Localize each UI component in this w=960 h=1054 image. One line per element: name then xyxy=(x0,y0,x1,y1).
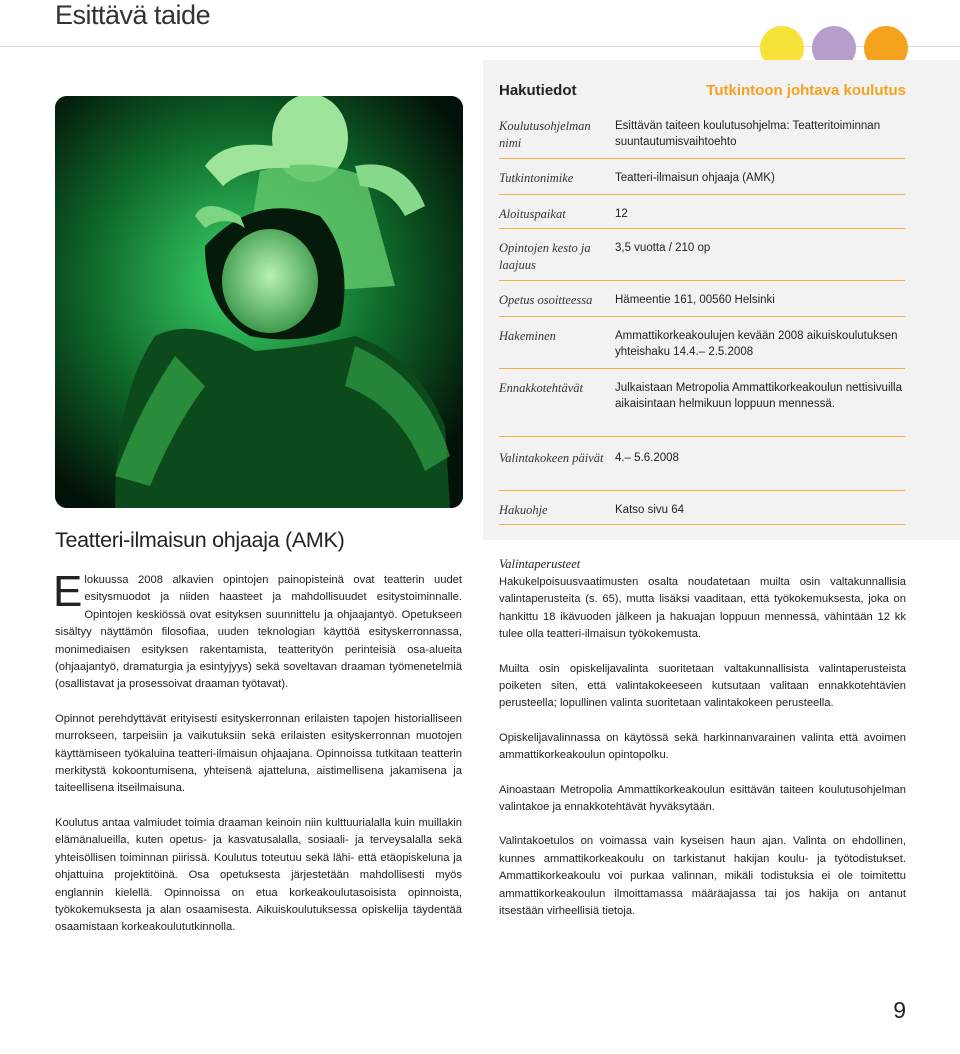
info-row-programme xyxy=(499,118,905,159)
info-row-exam-dates xyxy=(499,450,905,491)
article-paragraph-3: Koulutus antaa valmiudet toimia draaman keinoin niin kulttuurialalla kuin muillakin elämänalueilla, kuten opetus- ja kasvatusalalla, sosiaali- ja terveysalalla sekä yhteisöllisen toiminnan piirissä. Koulutus toteutuu sekä lähi- että etäopiskeluna ja ohjattuina projektitöinä. Osa opetuksesta järjestetään mahdollisesti myös englannin kielellä. Opinnoissa on etua korkeakoulutasoisista opinnoista, työkokemuksesta ja alan osaamisesta. Aikuiskoulutuksessa opiskelija täydentää osaamistaan korkeakoulututkinnolla. xyxy=(55,816,462,934)
info-value: 3,5 vuotta / 210 op xyxy=(615,242,711,254)
paragraph-text: lokuussa 2008 alkavien opintojen painopisteinä ovat teatterin uudet esitysmuodot ja niiden haasteet ja mahdollisuudet esitystoiminnalle. Opintojen keskiössä ovat esityksen suunnittelu ja ohjaajantyö. Opetukseen sisältyy näyttämön filosofiaa, uuden teknologian käyttöä esityskerronnassa, monimediaisen esityksen rakentamista, teatterityön perinteisiä osa-alueita (ohjaajantyö, dramaturgia ja esintyjyys) sekä soveltavan draaman työmenetelmiä (osallistavat ja prosessoivat draaman työtavat). xyxy=(55,574,462,691)
info-value: Julkaistaan Metropolia Ammattikorkeakoulun nettisivuilla aikaisintaan helmikuun loppuun mennessä. xyxy=(615,382,903,410)
info-value: Esittävän taiteen koulutusohjelma: Teatteritoiminnan suuntautumisvaihtoehto xyxy=(615,120,881,148)
article-paragraph-2: Opinnot perehdyttävät erityisesti esityskerronnan erilaisten tapojen historialliseen murrokseen, tarpeisiin ja vaikutuksiin sekä erilaisten esityskerronnan muotojen käyttämiseen työkaluina teatteri-ilmaisun ohjaajana. Opinnoissa tutkitaan teatterin merkitystä kokoontumisena, yhteisenä ajatteluna, aistimellisena jakamisena ja taiteellisena itseilmaisuna. xyxy=(55,712,462,795)
info-label: Ennakkotehtävät xyxy=(499,381,583,395)
info-value: Hämeentie 161, 00560 Helsinki xyxy=(615,294,775,306)
info-value: 12 xyxy=(615,208,628,220)
info-label: Koulutusohjelman nimi xyxy=(499,119,591,150)
drop-cap: E xyxy=(53,567,83,616)
criteria-paragraph-3: Opiskelijavalinnassa on käytössä sekä harkinnanvarainen valinta että avoimen ammattikorkeakoulun opintopolku. xyxy=(499,731,906,762)
info-label: Hakeminen xyxy=(499,329,556,343)
info-label: Opintojen kesto ja laajuus xyxy=(499,241,591,272)
panel-title: Hakutiedot xyxy=(499,82,577,99)
photo-illustration xyxy=(55,96,463,508)
info-row-application xyxy=(499,328,905,369)
panel-header xyxy=(499,82,906,106)
info-row-duration xyxy=(499,240,905,281)
performance-photo xyxy=(55,96,463,508)
info-value: 4.– 5.6.2008 xyxy=(615,452,679,464)
info-label: Aloituspaikat xyxy=(499,207,566,221)
info-value: Ammattikorkeakoulujen kevään 2008 aikuiskoulutuksen yhteishaku 14.4.– 2.5.2008 xyxy=(615,330,898,358)
selection-criteria xyxy=(499,556,906,938)
criteria-paragraph-5: Valintakoetulos on voimassa vain kyseisen haun ajan. Valinta on ehdollinen, kunnes ammattikorkeakoulu on tarkistanut hakijan koulu- ja työtodistukset. Ammattikorkeakoulu voi purkaa valinnan, mikäli todistuksia ei ole toimitettu ammattikorkeakoulun ilmoittamassa määräajassa tai jos hakija on antanut itsestään virheellisiä tietoja. xyxy=(499,835,906,918)
criteria-paragraph-2: Muilta osin opiskelijavalinta suoritetaan valtakunnallisista valintaperusteista poiketen siten, että valintakokeeseen kutsutaan valitaan ennakkotehtävien perusteella; lopullinen valinta suoritetaan valintakokeen perusteella. xyxy=(499,662,906,710)
page-number: 9 xyxy=(893,997,906,1023)
criteria-label: Valintaperusteet xyxy=(499,557,581,571)
page-section-title: Esittävä taide xyxy=(55,0,211,30)
article-paragraph-1 xyxy=(53,567,462,694)
criteria-paragraph-4: Ainoastaan Metropolia Ammattikorkeakoulun esittävän taiteen koulutusohjelman valintakoe ja ennakkotehtävät hyväksytään. xyxy=(499,783,906,814)
info-label: Hakuohje xyxy=(499,503,548,517)
info-row-preassignments xyxy=(499,380,905,437)
info-row-degree xyxy=(499,170,905,195)
article-body xyxy=(53,567,462,954)
info-label: Tutkintonimike xyxy=(499,171,574,185)
panel-subtitle: Tutkintoon johtava koulutus xyxy=(706,82,906,99)
criteria-paragraph-1: Hakukelpoisuusvaatimusten osalta noudatetaan muilta osin valtakunnallisia valintaperusteita (s. 65), mutta lisäksi vaaditaan, että työkokemuksesta, joka on hankittu 18 ikävuoden jälkeen ja hakuajan loppuun mennessä, vähintään 12 kk tulee olla teatteri-ilmaisun työkokemusta. xyxy=(499,576,906,641)
info-label: Valintakokeen päivät xyxy=(499,451,604,465)
info-row-instructions xyxy=(499,502,905,525)
info-row-address xyxy=(499,292,905,317)
application-info-panel xyxy=(483,60,960,540)
article-heading: Teatteri-ilmaisun ohjaaja (AMK) xyxy=(55,528,345,552)
info-label: Opetus osoitteessa xyxy=(499,293,593,307)
info-value: Teatteri-ilmaisun ohjaaja (AMK) xyxy=(615,172,775,184)
info-row-places xyxy=(499,206,905,229)
info-value: Katso sivu 64 xyxy=(615,504,685,516)
